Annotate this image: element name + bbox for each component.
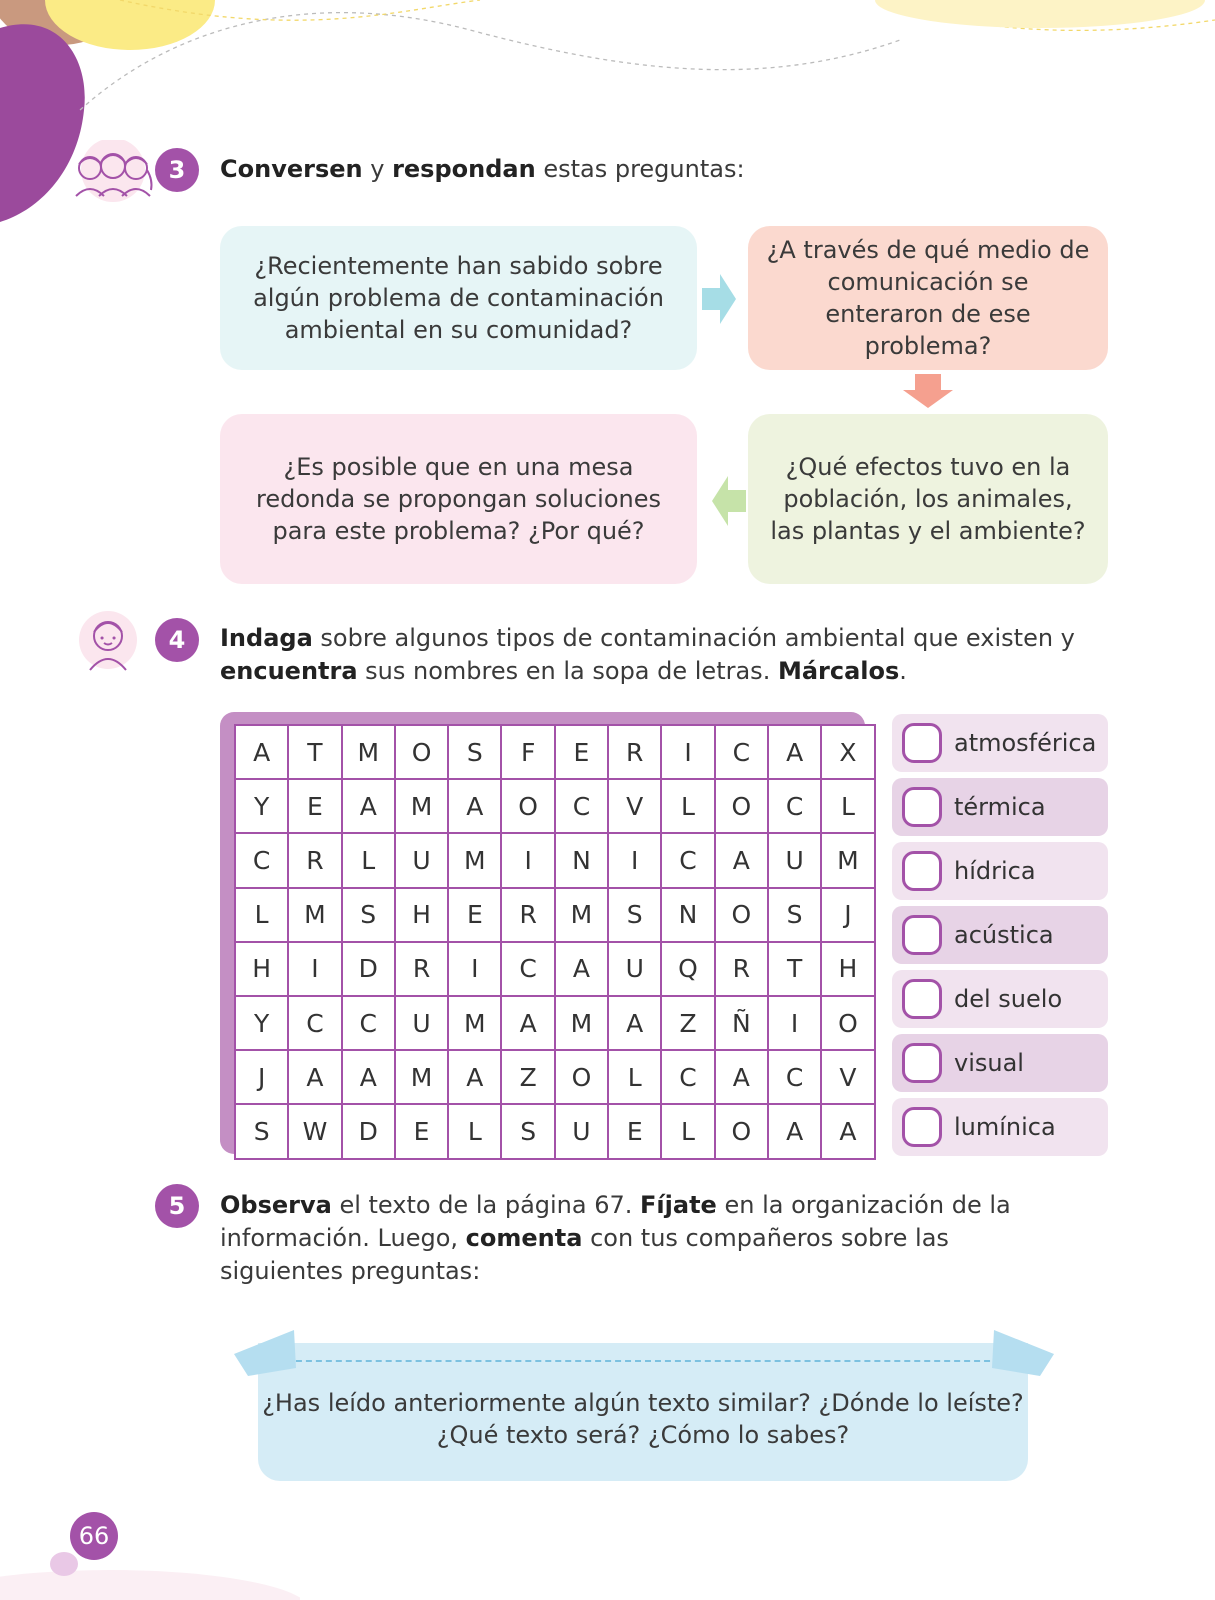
grid-cell[interactable]: S — [343, 889, 394, 941]
grid-cell[interactable]: M — [396, 1051, 447, 1103]
word-item[interactable] — [892, 1098, 1108, 1156]
word-label: térmica — [954, 793, 1046, 821]
instruction-bold: Conversen — [220, 155, 363, 183]
grid-cell[interactable]: A — [822, 1105, 873, 1157]
grid-cell[interactable]: Y — [236, 780, 287, 832]
instruction-text: el texto de la página 67. — [331, 1191, 641, 1219]
grid-cell[interactable]: D — [343, 1105, 394, 1157]
grid-cell[interactable]: U — [396, 997, 447, 1049]
grid-cell[interactable]: J — [822, 889, 873, 941]
grid-cell[interactable]: R — [609, 726, 660, 778]
grid-cell[interactable]: A — [289, 1051, 340, 1103]
grid-cell[interactable]: M — [822, 834, 873, 886]
word-search-grid — [234, 724, 876, 1160]
instruction-bold: encuentra — [220, 657, 358, 685]
grid-cell[interactable]: O — [716, 889, 767, 941]
grid-cell[interactable]: O — [396, 726, 447, 778]
grid-cell[interactable]: I — [449, 943, 500, 995]
grid-cell[interactable]: C — [343, 997, 394, 1049]
grid-cell[interactable]: V — [609, 780, 660, 832]
grid-cell[interactable]: J — [236, 1051, 287, 1103]
grid-cell[interactable]: O — [716, 780, 767, 832]
top-decoration — [0, 0, 1215, 240]
grid-cell[interactable]: I — [662, 726, 713, 778]
grid-cell[interactable]: I — [289, 943, 340, 995]
page-corner-decoration — [0, 1540, 300, 1600]
word-label: del suelo — [954, 985, 1063, 1013]
word-checkbox[interactable] — [902, 979, 942, 1019]
page-number: 66 — [70, 1512, 118, 1560]
grid-cell[interactable]: S — [609, 889, 660, 941]
banner-dashed-line — [276, 1360, 1010, 1362]
grid-cell[interactable]: X — [822, 726, 873, 778]
word-checkbox[interactable] — [902, 851, 942, 891]
grid-cell[interactable]: A — [769, 726, 820, 778]
instruction-text: sus nombres en la sopa de letras. — [357, 657, 778, 685]
group-of-children-icon — [68, 140, 158, 210]
instruction-text: y — [362, 155, 393, 183]
grid-cell[interactable]: L — [822, 780, 873, 832]
grid-cell[interactable]: L — [662, 780, 713, 832]
grid-cell[interactable]: C — [236, 834, 287, 886]
grid-cell[interactable]: O — [502, 780, 553, 832]
word-item[interactable] — [892, 714, 1108, 772]
grid-cell[interactable]: M — [449, 997, 500, 1049]
grid-cell[interactable]: M — [449, 834, 500, 886]
grid-cell[interactable]: H — [236, 943, 287, 995]
grid-cell[interactable]: M — [289, 889, 340, 941]
grid-cell[interactable]: A — [716, 834, 767, 886]
activity-5-number: 5 — [155, 1184, 199, 1228]
grid-cell[interactable]: N — [556, 834, 607, 886]
question-box-4: ¿Es posible que en una mesa redonda se propongan soluciones para este problema? ¿Por qué? — [220, 414, 697, 584]
grid-cell[interactable]: A — [236, 726, 287, 778]
grid-cell[interactable]: W — [289, 1105, 340, 1157]
word-checkbox[interactable] — [902, 787, 942, 827]
grid-cell[interactable]: I — [769, 997, 820, 1049]
instruction-text: sobre algunos tipos de contaminación ambiental que existen y — [312, 624, 1075, 652]
grid-cell[interactable]: R — [502, 889, 553, 941]
instruction-bold: Fíjate — [640, 1191, 717, 1219]
activity-3-number: 3 — [155, 148, 199, 192]
grid-cell[interactable]: C — [556, 780, 607, 832]
grid-cell[interactable]: F — [502, 726, 553, 778]
word-search-frame — [220, 712, 865, 1154]
word-item[interactable] — [892, 970, 1108, 1028]
banner-question: ¿Has leído anteriormente algún texto similar? ¿Dónde lo leíste? ¿Qué texto será? ¿Cómo lo sabes? — [262, 1389, 1024, 1449]
grid-cell[interactable]: M — [396, 780, 447, 832]
grid-cell[interactable]: U — [609, 943, 660, 995]
grid-cell[interactable]: C — [662, 1051, 713, 1103]
word-item[interactable] — [892, 842, 1108, 900]
grid-cell[interactable]: Z — [662, 997, 713, 1049]
arrow-left-icon — [710, 474, 746, 528]
instruction-bold: Indaga — [220, 624, 313, 652]
grid-cell[interactable]: R — [289, 834, 340, 886]
grid-cell[interactable]: E — [609, 1105, 660, 1157]
grid-cell[interactable]: I — [502, 834, 553, 886]
grid-cell[interactable]: M — [556, 997, 607, 1049]
grid-cell[interactable]: O — [822, 997, 873, 1049]
grid-cell[interactable]: M — [556, 889, 607, 941]
grid-cell[interactable]: H — [822, 943, 873, 995]
grid-cell[interactable]: R — [396, 943, 447, 995]
grid-cell[interactable]: E — [289, 780, 340, 832]
question-box-3: ¿Qué efectos tuvo en la población, los animales, las plantas y el ambiente? — [748, 414, 1108, 584]
grid-cell[interactable]: S — [769, 889, 820, 941]
question-box-1: ¿Recientemente han sabido sobre algún problema de contaminación ambiental en su comunidad? — [220, 226, 697, 370]
grid-cell[interactable]: Ñ — [716, 997, 767, 1049]
grid-cell[interactable]: C — [769, 1051, 820, 1103]
grid-cell[interactable]: C — [289, 997, 340, 1049]
grid-cell[interactable]: C — [662, 834, 713, 886]
grid-cell[interactable]: D — [343, 943, 394, 995]
word-checkbox[interactable] — [902, 1107, 942, 1147]
word-item[interactable] — [892, 906, 1108, 964]
grid-cell[interactable]: O — [716, 1105, 767, 1157]
word-checkbox[interactable] — [902, 1043, 942, 1083]
activity-3-instruction — [220, 153, 1120, 186]
instruction-text: estas preguntas: — [535, 155, 745, 183]
grid-cell[interactable]: A — [449, 780, 500, 832]
activity-5-instruction — [220, 1189, 1040, 1288]
grid-cell[interactable]: L — [343, 834, 394, 886]
grid-cell[interactable]: V — [822, 1051, 873, 1103]
grid-cell[interactable]: L — [662, 1105, 713, 1157]
instruction-bold: comenta — [465, 1224, 583, 1252]
grid-cell[interactable]: E — [556, 726, 607, 778]
grid-cell[interactable]: A — [556, 943, 607, 995]
word-checkbox[interactable] — [902, 915, 942, 955]
grid-cell[interactable]: L — [609, 1051, 660, 1103]
grid-cell[interactable]: I — [609, 834, 660, 886]
question-box-2: ¿A través de qué medio de comunicación se enteraron de ese problema? — [748, 226, 1108, 370]
instruction-bold: Márcalos — [777, 657, 900, 685]
grid-cell[interactable]: Q — [662, 943, 713, 995]
grid-cell[interactable]: A — [502, 997, 553, 1049]
grid-cell[interactable]: N — [662, 889, 713, 941]
grid-cell[interactable]: R — [716, 943, 767, 995]
grid-cell[interactable]: C — [769, 780, 820, 832]
grid-cell[interactable]: U — [769, 834, 820, 886]
word-label: atmosférica — [954, 729, 1097, 757]
arrow-down-icon — [901, 374, 955, 410]
grid-cell[interactable]: A — [449, 1051, 500, 1103]
grid-cell[interactable]: L — [236, 889, 287, 941]
grid-cell[interactable]: U — [396, 834, 447, 886]
word-label: hídrica — [954, 857, 1036, 885]
instruction-text: en la organización de la información. Luego, — [220, 1191, 1011, 1252]
word-checkbox[interactable] — [902, 723, 942, 763]
grid-cell[interactable]: H — [396, 889, 447, 941]
grid-cell[interactable]: A — [769, 1105, 820, 1157]
grid-cell[interactable]: C — [716, 726, 767, 778]
grid-cell[interactable]: T — [289, 726, 340, 778]
word-label: acústica — [954, 921, 1054, 949]
arrow-right-icon — [702, 272, 738, 326]
grid-cell[interactable]: A — [716, 1051, 767, 1103]
instruction-bold: Observa — [220, 1191, 332, 1219]
word-item[interactable] — [892, 778, 1108, 836]
grid-cell[interactable]: E — [449, 889, 500, 941]
grid-cell[interactable]: A — [343, 780, 394, 832]
activity-4-number: 4 — [155, 618, 199, 662]
instruction-text: con tus compañeros sobre las siguientes preguntas: — [220, 1224, 949, 1285]
child-icon — [77, 608, 139, 674]
instruction-text: . — [899, 657, 907, 685]
grid-cell[interactable]: A — [343, 1051, 394, 1103]
grid-cell[interactable]: E — [396, 1105, 447, 1157]
grid-cell[interactable]: S — [236, 1105, 287, 1157]
grid-cell[interactable]: U — [556, 1105, 607, 1157]
grid-cell[interactable]: M — [343, 726, 394, 778]
grid-cell[interactable]: Z — [502, 1051, 553, 1103]
activity-4-instruction — [220, 622, 1120, 688]
grid-cell[interactable]: Y — [236, 997, 287, 1049]
grid-cell[interactable]: S — [449, 726, 500, 778]
instruction-bold: respondan — [392, 155, 536, 183]
grid-cell[interactable]: C — [502, 943, 553, 995]
grid-cell[interactable]: O — [556, 1051, 607, 1103]
grid-cell[interactable]: A — [609, 997, 660, 1049]
grid-cell[interactable]: L — [449, 1105, 500, 1157]
discussion-banner — [258, 1343, 1028, 1481]
word-label: lumínica — [954, 1113, 1056, 1141]
grid-cell[interactable]: S — [502, 1105, 553, 1157]
grid-cell[interactable]: T — [769, 943, 820, 995]
word-label: visual — [954, 1049, 1024, 1077]
word-item[interactable] — [892, 1034, 1108, 1092]
